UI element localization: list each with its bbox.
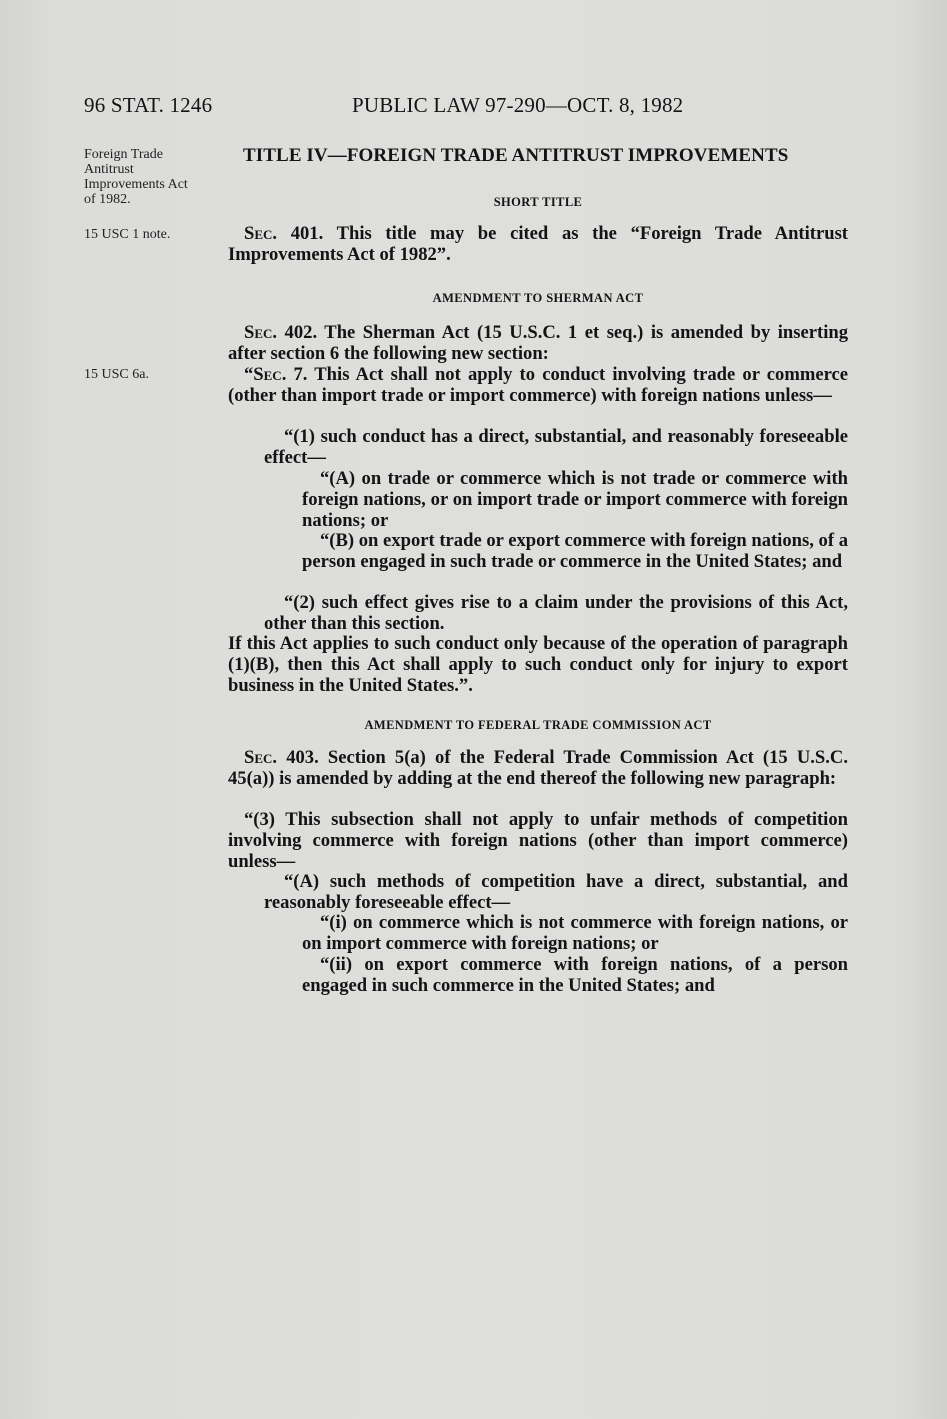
ftc-subparagraph-a: “(A) such methods of competition have a direct, substantial, and reasonably foreseeable effect— [264, 871, 848, 913]
paragraph-1: “(1) such conduct has a direct, substantial, and reasonably foreseeable effect— [264, 426, 848, 468]
statute-page-number: 96 STAT. 1246 [84, 93, 213, 117]
section-7 [228, 365, 848, 407]
margin-note-15usc1: 15 USC 1 note. [84, 227, 171, 242]
subparagraph-a: “(A) on trade or commerce which is not trade or commerce with foreign nations, or on import trade or import commerce with foreign nations; or [302, 468, 848, 531]
section-401 [228, 224, 848, 266]
margin-note-15usc6a: 15 USC 6a. [84, 367, 149, 382]
public-law-title: PUBLIC LAW 97-290—OCT. 8, 1982 [352, 93, 684, 117]
section-401-label: Sec. 401. [244, 223, 324, 244]
section-402-label: Sec. 402. [244, 322, 318, 343]
section-402 [228, 323, 848, 365]
section-403-text: Section 5(a) of the Federal Trade Commission Act (15 U.S.C. 45(a)) is amended by adding at the end thereof the following new paragraph: [228, 747, 848, 789]
sherman-act-heading: AMENDMENT TO SHERMAN ACT [432, 291, 644, 305]
clause-i: “(i) on commerce which is not commerce with foreign nations, or on import commerce with foreign nations; or [302, 912, 848, 954]
section-403 [228, 748, 848, 790]
section-7-label: “Sec. 7. [244, 364, 308, 385]
section-402-text: The Sherman Act (15 U.S.C. 1 et seq.) is amended by inserting after section 6 the following new section: [228, 322, 849, 364]
margin-note-act-name: Foreign Trade Antitrust Improvements Act of 1982. [84, 147, 188, 207]
paragraph-3: “(3) This subsection shall not apply to unfair methods of competition involving commerce with foreign nations (other than import commerce) unless— [228, 809, 848, 872]
section-7-text: This Act shall not apply to conduct involving trade or commerce (other than import trade or import commerce) with foreign nations unless— [228, 364, 848, 406]
clause-ii: “(ii) on export commerce with foreign nations, of a person engaged in such commerce in the United States; and [302, 954, 848, 996]
paragraph-2: “(2) such effect gives rise to a claim under the provisions of this Act, other than this section. [264, 592, 848, 634]
section-403-label: Sec. 403. [244, 747, 319, 768]
subparagraph-b: “(B) on export trade or export commerce with foreign nations, of a person engaged in such trade or commerce in the United States; and [302, 530, 848, 572]
ftc-act-heading: AMENDMENT TO FEDERAL TRADE COMMISSION ACT [364, 718, 712, 732]
short-title-heading: SHORT TITLE [493, 195, 583, 209]
title-heading: TITLE IV—FOREIGN TRADE ANTITRUST IMPROVEMENTS [243, 145, 789, 166]
if-clause-paragraph: If this Act applies to such conduct only because of the operation of paragraph (1)(B), then this Act shall apply to such conduct only for injury to export business in the United States.”. [228, 633, 848, 696]
section-401-text: This title may be cited as the “Foreign Trade Antitrust Improvements Act of 1982”. [228, 223, 849, 265]
